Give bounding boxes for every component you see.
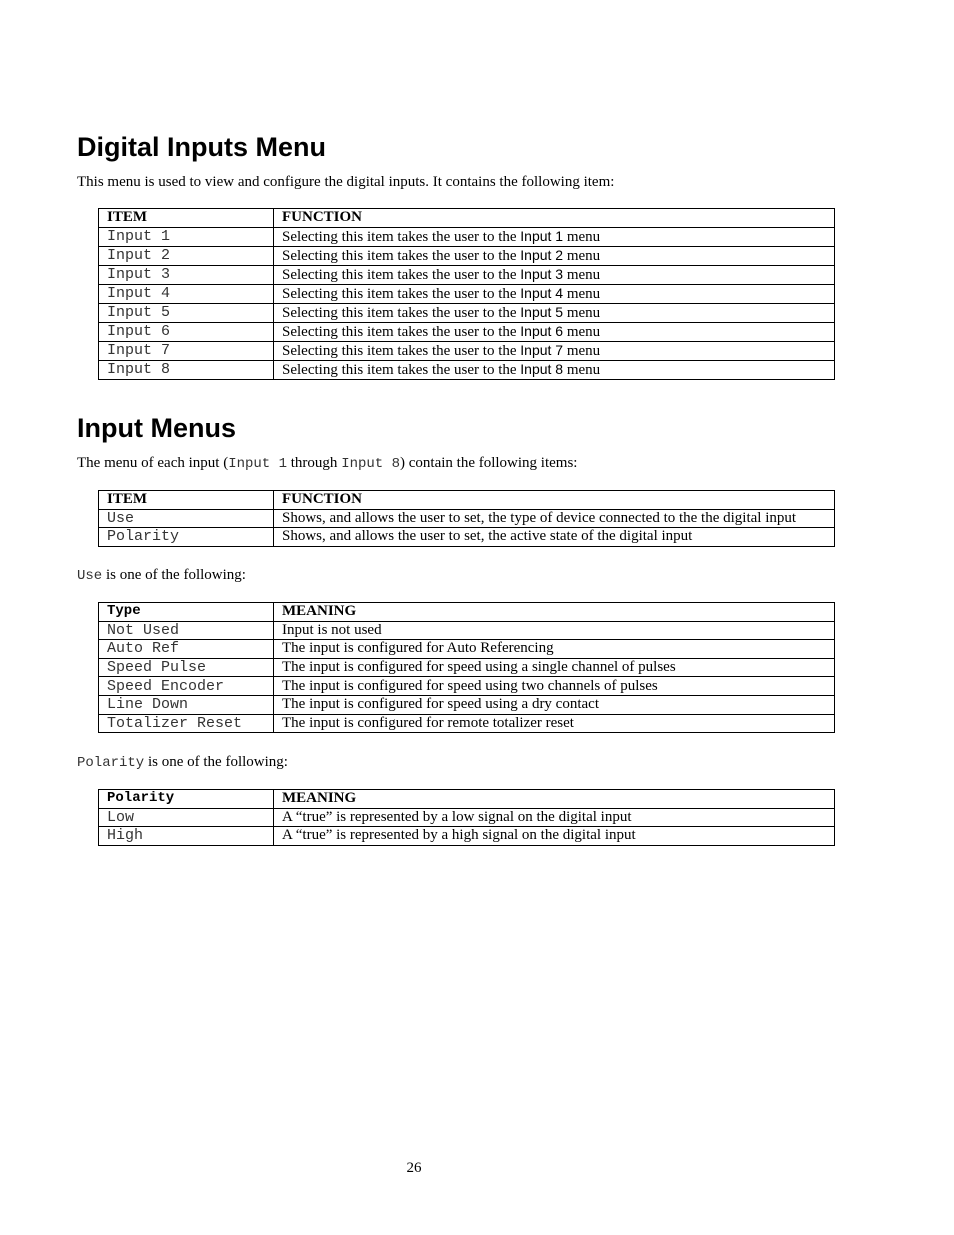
item-cell: Use	[99, 509, 274, 528]
meaning-cell: The input is configured for speed using two channels of pulses	[274, 677, 835, 696]
function-cell: Selecting this item takes the user to the Input 7 menu	[274, 341, 835, 360]
function-cell: Selecting this item takes the user to the Input 2 menu	[274, 246, 835, 265]
meaning-cell: The input is configured for Auto Referencing	[274, 640, 835, 659]
table-row	[99, 714, 835, 733]
inline-code: Input 1	[228, 456, 288, 472]
function-cell: Selecting this item takes the user to the Input 8 menu	[274, 360, 835, 379]
table-header-row	[99, 603, 835, 622]
function-cell: Selecting this item takes the user to the Input 5 menu	[274, 303, 835, 322]
column-header-type: Type	[99, 603, 274, 622]
table-row	[99, 695, 835, 714]
column-header-meaning: MEANING	[274, 603, 835, 622]
table-row	[99, 509, 835, 528]
table-row	[99, 827, 835, 846]
table-row	[99, 265, 835, 284]
section2-intro: The menu of each input (Input 1 through Input 8) contain the following items:	[77, 455, 578, 472]
function-cell: Selecting this item takes the user to the Input 4 menu	[274, 284, 835, 303]
table-row	[99, 528, 835, 547]
table-header-row	[99, 491, 835, 510]
table-row	[99, 640, 835, 659]
item-cell: Input 2	[99, 246, 274, 265]
column-header-function: FUNCTION	[274, 491, 835, 510]
type-cell: Totalizer Reset	[99, 714, 274, 733]
column-header-item: ITEM	[99, 491, 274, 510]
section-title-digital-inputs: Digital Inputs Menu	[77, 132, 326, 162]
item-cell: Input 1	[99, 227, 274, 246]
table-header-row	[99, 790, 835, 809]
inline-code: Input 8	[341, 456, 400, 472]
column-header-item: ITEM	[99, 209, 274, 228]
table-row	[99, 677, 835, 696]
meaning-cell: The input is configured for speed using a dry contact	[274, 695, 835, 714]
item-cell: Input 7	[99, 341, 274, 360]
polarity-intro: Polarity is one of the following:	[77, 754, 288, 771]
function-cell: Selecting this item takes the user to the Input 1 menu	[274, 227, 835, 246]
table-row	[99, 341, 835, 360]
item-cell: Input 3	[99, 265, 274, 284]
menu-name: Input 4	[520, 284, 564, 301]
function-cell: Selecting this item takes the user to the Input 3 menu	[274, 265, 835, 284]
table-row	[99, 246, 835, 265]
type-cell: Speed Encoder	[99, 677, 274, 696]
item-cell: Input 5	[99, 303, 274, 322]
polarity-cell: High	[99, 827, 274, 846]
menu-name: Input 6	[520, 322, 564, 339]
type-cell: Not Used	[99, 621, 274, 640]
column-header-polarity: Polarity	[99, 790, 274, 809]
polarity-table	[98, 789, 835, 846]
table-row	[99, 658, 835, 677]
type-cell: Line Down	[99, 695, 274, 714]
menu-name: Input 3	[520, 265, 564, 282]
menu-name: Input 5	[520, 303, 564, 320]
function-cell: Selecting this item takes the user to the Input 6 menu	[274, 322, 835, 341]
item-cell: Input 6	[99, 322, 274, 341]
type-cell: Auto Ref	[99, 640, 274, 659]
meaning-cell: The input is configured for remote totalizer reset	[274, 714, 835, 733]
input-menu-items-table	[98, 490, 835, 547]
use-intro: Use is one of the following:	[77, 567, 246, 584]
column-header-function: FUNCTION	[274, 209, 835, 228]
menu-name: Input 1	[520, 227, 564, 244]
item-cell: Polarity	[99, 528, 274, 547]
menu-name: Input 7	[520, 341, 564, 358]
menu-name: Input 8	[520, 360, 564, 377]
table-row	[99, 284, 835, 303]
digital-inputs-table	[98, 208, 835, 380]
use-types-table	[98, 602, 835, 733]
polarity-cell: Low	[99, 808, 274, 827]
column-header-meaning: MEANING	[274, 790, 835, 809]
section-title-input-menus: Input Menus	[77, 413, 236, 443]
table-row	[99, 303, 835, 322]
item-cell: Input 8	[99, 360, 274, 379]
type-cell: Speed Pulse	[99, 658, 274, 677]
inline-code: Use	[77, 568, 103, 584]
table-row	[99, 621, 835, 640]
table-row	[99, 227, 835, 246]
meaning-cell: A “true” is represented by a low signal on the digital input	[274, 808, 835, 827]
table-row	[99, 322, 835, 341]
function-cell: Shows, and allows the user to set, the active state of the digital input	[274, 528, 835, 547]
menu-name: Input 2	[520, 246, 564, 263]
inline-code: Polarity	[77, 755, 145, 771]
item-cell: Input 4	[99, 284, 274, 303]
meaning-cell: Input is not used	[274, 621, 835, 640]
meaning-cell: The input is configured for speed using a single channel of pulses	[274, 658, 835, 677]
page-number: 26	[406, 1160, 422, 1176]
table-row	[99, 360, 835, 379]
table-header-row	[99, 209, 835, 228]
function-cell: Shows, and allows the user to set, the type of device connected to the the digital input	[274, 509, 835, 528]
section1-intro: This menu is used to view and configure the digital inputs. It contains the following item:	[77, 174, 615, 190]
table-row	[99, 808, 835, 827]
meaning-cell: A “true” is represented by a high signal on the digital input	[274, 827, 835, 846]
